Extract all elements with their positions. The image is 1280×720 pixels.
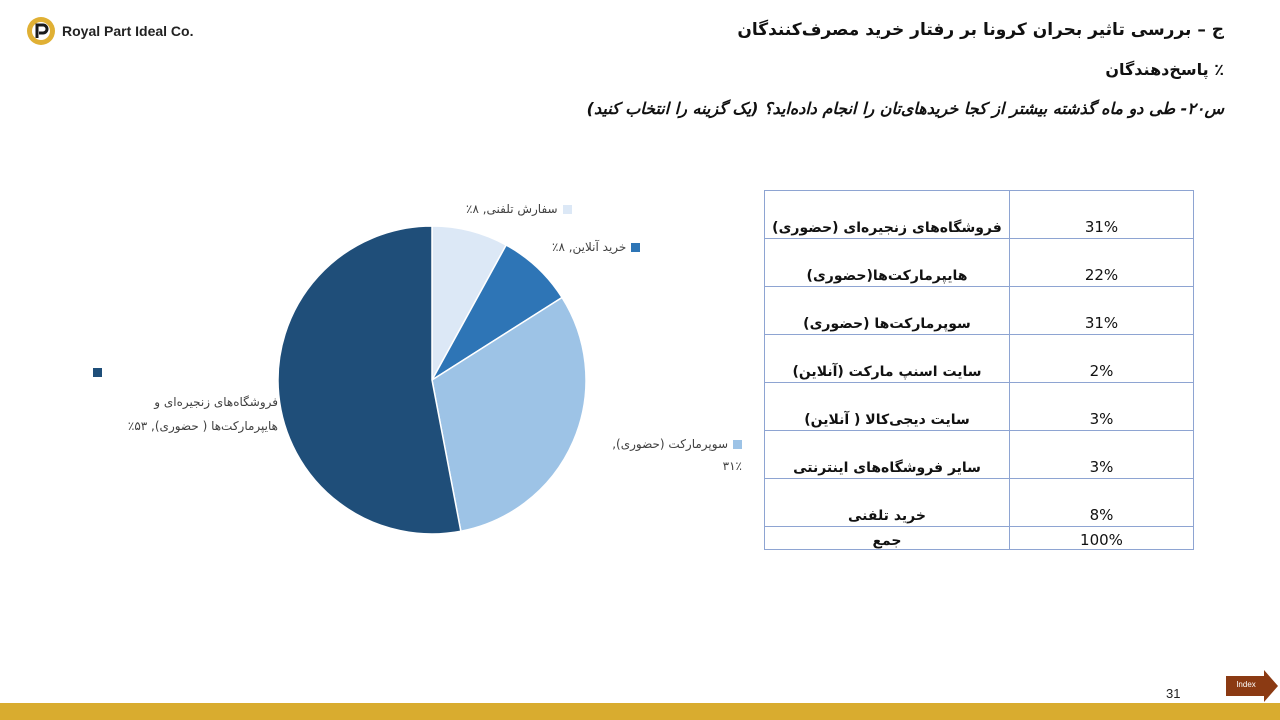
table-cell-value: 22%: [1010, 239, 1194, 287]
table-cell-value: 3%: [1010, 383, 1194, 431]
table-total-value: 100%: [1010, 527, 1194, 550]
table-cell-name: خرید تلفنی: [765, 479, 1010, 527]
table-row: [765, 479, 1194, 527]
question-text: س۲۰- طی دو ماه گذشته بیشتر از کجا خریدهای‌تان را انجام داده‌اید؟ (یک گزینه را انتخاب کنید): [586, 99, 1224, 118]
swatch-chain-stores: [93, 368, 102, 377]
unit-note: ٪ پاسخ‌دهندگان: [1105, 60, 1224, 79]
table-cell-value: 31%: [1010, 287, 1194, 335]
shopping-location-table: [764, 190, 1194, 550]
table-row: [765, 191, 1194, 239]
table-row: [765, 239, 1194, 287]
table-cell-name: هایپرمارکت‌ها(حضوری): [765, 239, 1010, 287]
footer-bar: [0, 703, 1280, 720]
index-button-label[interactable]: Index: [1236, 680, 1256, 689]
company-name: Royal Part Ideal Co.: [62, 23, 194, 39]
table-cell-name: سایت دیجی‌کالا ( آنلاین): [765, 383, 1010, 431]
table-cell-value: 3%: [1010, 431, 1194, 479]
table-row: [765, 335, 1194, 383]
table-total-row: [765, 527, 1194, 550]
swatch-online: [631, 243, 640, 252]
table-cell-value: 31%: [1010, 191, 1194, 239]
table-cell-value: 8%: [1010, 479, 1194, 527]
table-cell-name: سایر فروشگاه‌های اینترنتی: [765, 431, 1010, 479]
table-row: [765, 431, 1194, 479]
table-cell-name: سوپرمارکت‌ها (حضوری): [765, 287, 1010, 335]
pie-label-online: خرید آنلاین, ۸٪: [552, 240, 640, 254]
pie-label-chain-stores: فروشگاه‌های زنجیره‌ای و هایپرمارکت‌ها ( حضوری), ۵۳٪: [88, 366, 278, 438]
swatch-phone-order: [563, 205, 572, 214]
pie-label-phone-order: سفارش تلفنی, ۸٪: [466, 202, 572, 216]
table-row: [765, 383, 1194, 431]
pie-label-supermarket: سوپرمارکت (حضوری), ۳۱٪: [612, 437, 742, 473]
table-cell-value: 2%: [1010, 335, 1194, 383]
table-row: [765, 287, 1194, 335]
table-cell-name: فروشگاه‌های زنجیره‌ای (حضوری): [765, 191, 1010, 239]
table-cell-name: سایت اسنپ مارکت (آنلاین): [765, 335, 1010, 383]
table-total-label: جمع: [765, 527, 1010, 550]
page-number: 31: [1166, 686, 1181, 701]
section-title: ج – بررسی تاثیر بحران کرونا بر رفتار خرید مصرف‌کنندگان: [737, 20, 1224, 40]
swatch-supermarket: [733, 440, 742, 449]
